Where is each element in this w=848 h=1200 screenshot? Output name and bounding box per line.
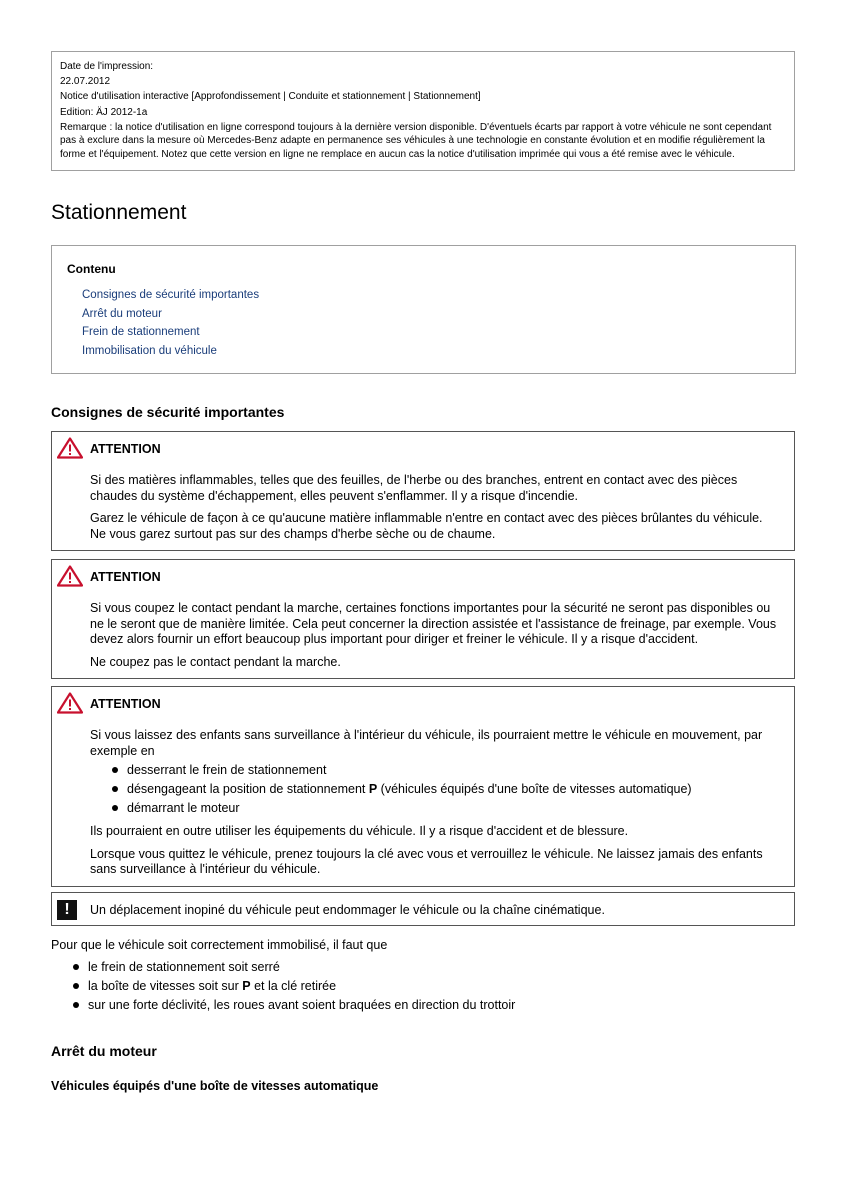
bullet-icon — [73, 964, 79, 970]
list-item — [73, 958, 515, 977]
bullet-icon — [73, 1002, 79, 1008]
warning-label: ATTENTION — [90, 697, 161, 711]
immobilization-intro: Pour que le véhicule soit correctement immobilisé, il faut que — [51, 938, 388, 952]
immobilization-list — [51, 958, 515, 1015]
notice-box — [51, 892, 795, 926]
section-title-safety: Consignes de sécurité importantes — [51, 404, 285, 420]
warning-triangle-icon — [57, 437, 83, 459]
toc-link-parking-brake[interactable]: Frein de stationnement — [82, 326, 200, 339]
warning-paragraph: Si vous coupez le contact pendant la marche, certaines fonctions importantes pour la sécurité ne seront pas disponibles ou ne le seront que de manière limitée. Cela peut concerner la direction assistée et l'assistance de freinage, par exemple. Vous devez alors fournir un effort beaucoup plus important pour diriger et freiner le véhicule. Il y a risque d'accident. — [90, 600, 777, 647]
warning-box-children — [51, 686, 795, 887]
page-title: Stationnement — [51, 201, 187, 224]
toc-box — [51, 245, 796, 374]
gear-position-label: P — [242, 979, 251, 993]
warning-label: ATTENTION — [90, 442, 161, 456]
warning-triangle-icon — [57, 692, 83, 714]
warning-paragraph: Si des matières inflammables, telles que des feuilles, de l'herbe ou des branches, entrent en contact avec des pièces chaudes du système d'échappement, elles peuvent s'enflammer. Il y a risque d'incendie. — [90, 472, 738, 503]
toc-link-immobilization[interactable]: Immobilisation du véhicule — [82, 344, 217, 357]
warning-paragraph: Ne coupez pas le contact pendant la marche. — [90, 654, 341, 669]
gear-position-label: P — [368, 782, 378, 797]
toc-list — [67, 286, 780, 360]
list-item-text: le frein de stationnement soit serré — [88, 960, 280, 974]
list-item-text: sur une forte déclivité, les roues avant soient braquées en direction du trottoir — [88, 998, 516, 1012]
warning-triangle-icon — [57, 565, 83, 587]
warning-label: ATTENTION — [90, 570, 161, 584]
warning-box-fire — [51, 431, 795, 551]
warning-box-ignition — [51, 559, 795, 679]
list-item-text: et la clé retirée — [250, 979, 337, 993]
print-breadcrumb: Notice d'utilisation interactive [Approfondissement | Conduite et stationnement | Stationnement] — [60, 91, 481, 103]
warning-paragraph: Ils pourraient en outre utiliser les équipements du véhicule. Il y a risque d'accident et de blessure. — [90, 824, 629, 839]
list-item — [112, 780, 778, 799]
bullet-icon — [112, 786, 118, 792]
print-info-box — [51, 51, 795, 171]
toc-title: Contenu — [67, 262, 116, 276]
subsection-title-automatic: Véhicules équipés d'une boîte de vitesses automatique — [51, 1079, 379, 1093]
list-item — [112, 761, 778, 780]
toc-link-engine-off[interactable]: Arrêt du moteur — [82, 307, 162, 320]
print-edition: Edition: ÄJ 2012-1a — [60, 106, 148, 118]
list-item — [73, 977, 515, 996]
notice-text: Un déplacement inopiné du véhicule peut endommager le véhicule ou la chaîne cinématique. — [90, 903, 605, 917]
section-title-engine-off: Arrêt du moteur — [51, 1043, 157, 1059]
exclamation-icon: ! — [57, 900, 77, 920]
list-item-text: desserrant le frein de stationnement — [127, 763, 327, 778]
list-item-text: (véhicules équipés d'une boîte de vitesses automatique) — [377, 782, 692, 797]
warning-bullet-list — [90, 761, 778, 818]
warning-paragraph: Garez le véhicule de façon à ce qu'aucune matière inflammable n'entre en contact avec des pièces brûlantes du véhicule. Ne vous garez surtout pas sur des champs d'herbe sèche ou de chaume. — [90, 510, 763, 541]
bullet-icon — [112, 805, 118, 811]
warning-paragraph: Si vous laissez des enfants sans surveillance à l'intérieur du véhicule, ils pourraient mettre le véhicule en mouvement, par exemple en — [90, 727, 763, 758]
bullet-icon — [112, 767, 118, 773]
print-date-value: 22.07.2012 — [60, 76, 111, 88]
list-item-text: la boîte de vitesses soit sur — [88, 979, 243, 993]
list-item-text: démarrant le moteur — [127, 801, 240, 816]
list-item-text: désengageant la position de stationnement — [127, 782, 369, 797]
bullet-icon — [73, 983, 79, 989]
warning-paragraph: Lorsque vous quittez le véhicule, prenez toujours la clé avec vous et verrouillez le véhicule. Ne laissez jamais des enfants sans surveillance à l'intérieur du véhicule. — [90, 846, 763, 877]
print-remark: Remarque : la notice d'utilisation en ligne correspond toujours à la dernière version disponible. D'éventuels écarts par rapport à votre véhicule ne sont cependant pas à exclure dans la mesure où Mercedes-Benz adapte en permanence ses véhicules à une technologie en constante évolution et en modifie régulièrement la forme et l'équipement. Notez que cette version en ligne ne remplace en aucun cas la notice d'utilisation imprimée qui vous a été remise avec le véhicule. — [60, 121, 772, 160]
toc-link-safety[interactable]: Consignes de sécurité importantes — [82, 289, 260, 301]
list-item — [73, 996, 515, 1015]
print-date-label: Date de l'impression: — [60, 61, 154, 72]
list-item — [112, 799, 778, 818]
